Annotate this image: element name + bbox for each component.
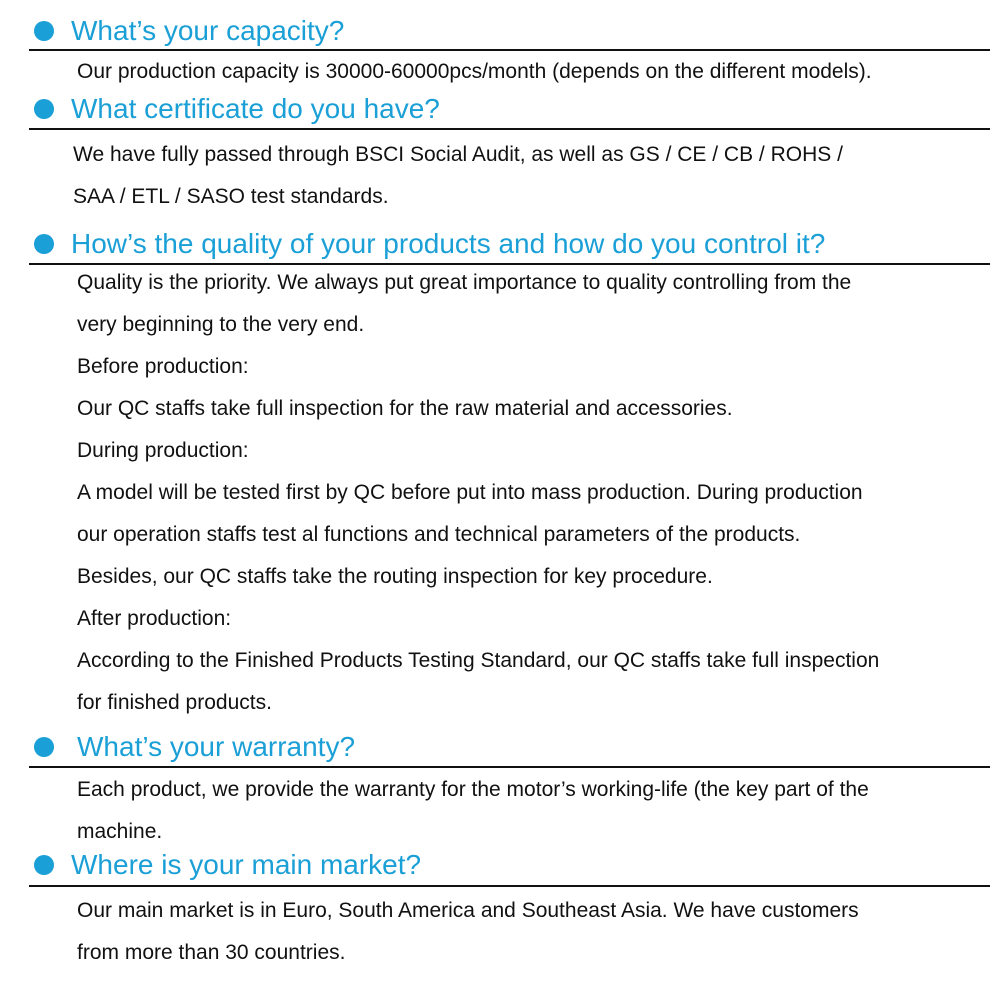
section-divider (29, 885, 990, 887)
answer-line: Our QC staffs take full inspection for the raw material and accessories. (77, 397, 733, 420)
bullet-icon (34, 737, 54, 757)
answer-line: very beginning to the very end. (77, 313, 365, 336)
question-quality: How’s the quality of your products and how do you control it? (71, 228, 826, 259)
answer-line: Quality is the priority. We always put great importance to quality controlling from the (77, 271, 852, 294)
answer-line: Each product, we provide the warranty for the motor’s working-life (the key part of the (77, 778, 869, 801)
answer-line: A model will be tested first by QC before put into mass production. During production (77, 481, 863, 504)
answer-line: Before production: (77, 355, 249, 378)
answer-line: SAA / ETL / SASO test standards. (73, 185, 389, 208)
bullet-icon (34, 99, 54, 119)
bullet-icon (34, 855, 54, 875)
answer-line: Besides, our QC staffs take the routing inspection for key procedure. (77, 565, 713, 588)
answer-line: for finished products. (77, 691, 272, 714)
answer-line: According to the Finished Products Testing Standard, our QC staffs take full inspection (77, 649, 880, 672)
bullet-icon (34, 21, 54, 41)
answer-line: Our main market is in Euro, South America and Southeast Asia. We have customers (77, 899, 859, 922)
question-market: Where is your main market? (71, 849, 422, 880)
answer-line: After production: (77, 607, 232, 630)
question-capacity: What’s your capacity? (71, 15, 345, 46)
answer-line: our operation staffs test al functions and technical parameters of the products. (77, 523, 801, 546)
section-divider (29, 128, 990, 130)
answer-line: We have fully passed through BSCI Social Audit, as well as GS / CE / CB / ROHS / (73, 143, 843, 166)
answer-line: machine. (77, 820, 163, 843)
bullet-icon (34, 234, 54, 254)
answer-line: from more than 30 countries. (77, 941, 346, 964)
answer-line: During production: (77, 439, 249, 462)
question-certificate: What certificate do you have? (71, 93, 440, 124)
answer-line: Our production capacity is 30000-60000pcs/month (depends on the different models). (77, 60, 872, 83)
section-divider (29, 766, 990, 768)
question-warranty: What’s your warranty? (77, 731, 356, 762)
